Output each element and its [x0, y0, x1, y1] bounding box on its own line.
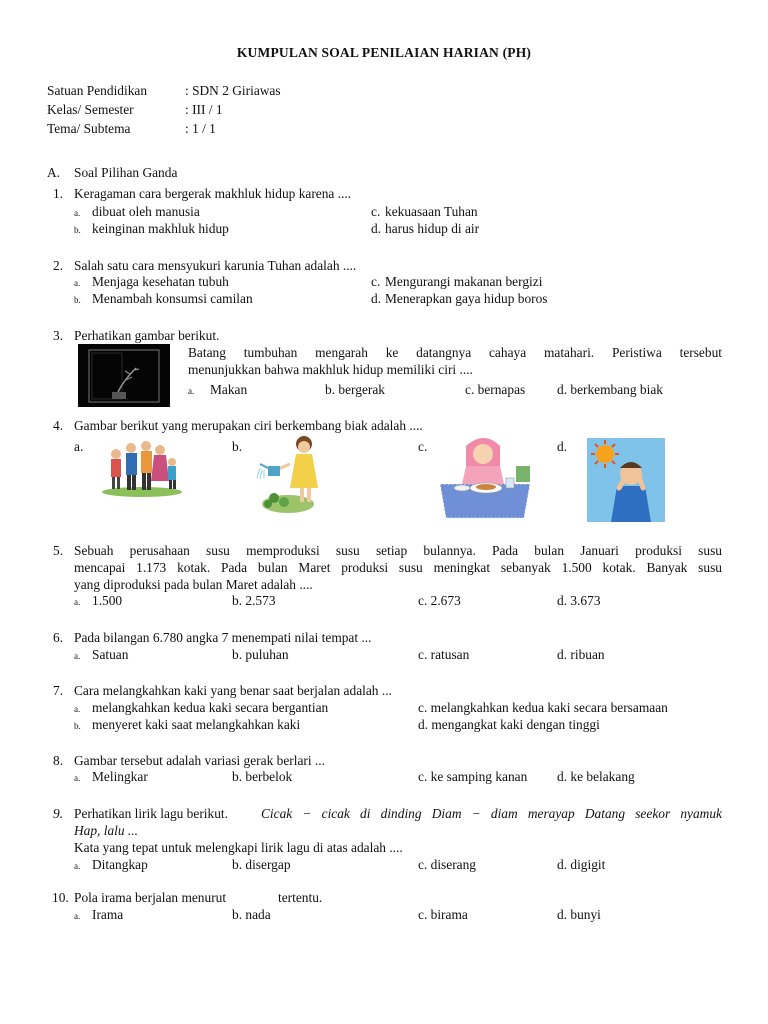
option-a: dibuat oleh manusia	[92, 204, 200, 219]
option-d: Menerapkan gaya hidup boros	[385, 291, 548, 306]
option-c: c. melangkahkan kedua kaki secara bersamaan	[418, 700, 668, 715]
option-a: Melingkar	[92, 769, 148, 784]
boy-under-sun-image	[587, 438, 665, 522]
option-b: b. nada	[232, 907, 271, 922]
option-c: c. birama	[418, 907, 468, 922]
option-c: c. ratusan	[418, 647, 470, 662]
option-marker: b.	[74, 721, 81, 731]
question-number: 6.	[53, 630, 64, 645]
option-marker: a.	[74, 704, 81, 714]
option-b: b. disergap	[232, 857, 291, 872]
option-a: Irama	[92, 907, 124, 922]
question-text-line: Sebuah perusahaan susu memproduksi susu setiap bulannya. Pada bulan Januari produksi susu	[74, 543, 722, 558]
option-marker: b.	[74, 225, 81, 235]
option-marker: a.	[74, 597, 81, 607]
option-d: d. digigit	[557, 857, 606, 872]
question-number: 3.	[53, 328, 64, 343]
question-number: 2.	[53, 258, 64, 273]
identity-label: Tema/ Subtema	[47, 121, 131, 136]
page-title: KUMPULAN SOAL PENILAIAN HARIAN (PH)	[236, 45, 532, 60]
question-text: Pada bilangan 6.780 angka 7 menempati nilai tempat ...	[74, 630, 372, 645]
option-marker: a.	[188, 386, 195, 396]
option-d: d. 3.673	[557, 593, 601, 608]
option-d: d. ribuan	[557, 647, 605, 662]
option-b: b. puluhan	[232, 647, 289, 662]
question-text-line: mencapai 1.173 kotak. Pada bulan Maret produksi susu meningkat sebanyak 1.500 kotak. Banyak susu	[74, 560, 722, 575]
option-b: b. bergerak	[325, 382, 385, 397]
question-text-line: yang diproduksi pada bulan Maret adalah ....	[74, 577, 313, 592]
option-marker: a.	[74, 208, 81, 218]
question-number: 5.	[53, 543, 64, 558]
option-marker: a.	[74, 651, 81, 661]
option-a: Makan	[210, 382, 248, 397]
song-lyric-line: Hap, lalu ...	[74, 823, 138, 838]
option-b: b. 2.573	[232, 593, 276, 608]
identity-label: Satuan Pendidikan	[47, 83, 148, 98]
option-c: c. ke samping kanan	[418, 769, 528, 784]
question-text: Keragaman cara bergerak makhluk hidup karena ....	[74, 186, 352, 201]
option-d: d.	[557, 439, 568, 454]
option-d: harus hidup di air	[385, 221, 480, 236]
question-text: Salah satu cara mensyukuri karunia Tuhan adalah ....	[74, 258, 357, 273]
question-number: 9.	[53, 806, 64, 821]
question-text: Gambar berikut yang merupakan ciri berkembang biak adalah ....	[74, 418, 423, 433]
question-text-line: Batang tumbuhan mengarah ke datangnya cahaya matahari. Peristiwa tersebut	[188, 345, 722, 360]
option-b: b.	[232, 439, 243, 454]
option-marker: c.	[371, 274, 381, 289]
option-marker: a.	[74, 911, 81, 921]
option-c: c. bernapas	[465, 382, 526, 397]
question-text: Pola irama berjalan menurut	[74, 890, 227, 905]
option-c: c. 2.673	[418, 593, 461, 608]
option-a: Menjaga kesehatan tubuh	[92, 274, 229, 289]
option-marker: c.	[371, 204, 381, 219]
option-d: d. mengangkat kaki dengan tinggi	[418, 717, 600, 732]
section-letter: A.	[47, 165, 61, 180]
option-marker: a.	[74, 773, 81, 783]
question-number: 8.	[53, 753, 64, 768]
option-marker: d.	[371, 291, 382, 306]
section-title: Soal Pilihan Ganda	[74, 165, 178, 180]
question-text-line: menunjukkan bahwa makhluk hidup memiliki ciri ....	[188, 362, 473, 377]
family-image	[100, 436, 184, 498]
question-number: 10.	[52, 890, 69, 905]
option-a: Satuan	[92, 647, 129, 662]
option-c: kekuasaan Tuhan	[385, 204, 478, 219]
option-d: d. berkembang biak	[557, 382, 663, 397]
song-lyric-line: Cicak − cicak di dinding Diam − diam merayap Datang seekor nyamuk	[261, 806, 722, 821]
option-b: b. berbelok	[232, 769, 293, 784]
option-marker: a.	[74, 861, 81, 871]
question-text-line: Kata yang tepat untuk melengkapi lirik lagu di atas adalah ....	[74, 840, 403, 855]
option-d: d. bunyi	[557, 907, 601, 922]
question-text: tertentu.	[278, 890, 323, 905]
option-d: d. ke belakang	[557, 769, 635, 784]
option-b: keinginan makhluk hidup	[92, 221, 229, 236]
option-c: c.	[418, 439, 428, 454]
question-text: Cara melangkahkan kaki yang benar saat berjalan adalah ...	[74, 683, 392, 698]
plant-in-dark-box-image	[78, 344, 170, 407]
identity-label: Kelas/ Semester	[47, 102, 134, 117]
option-c: Mengurangi makanan bergizi	[385, 274, 543, 289]
option-a: a.	[74, 439, 84, 454]
option-b: menyeret kaki saat melangkahkan kaki	[92, 717, 301, 732]
girl-watering-plants-image	[254, 434, 328, 516]
option-a: 1.500	[92, 593, 123, 608]
question-number: 4.	[53, 418, 64, 433]
question-text: Perhatikan gambar berikut.	[74, 328, 220, 343]
identity-value: : SDN 2 Giriawas	[185, 83, 281, 98]
question-number: 1.	[53, 186, 64, 201]
question-text: Perhatikan lirik lagu berikut.	[74, 806, 228, 821]
option-a: Ditangkap	[92, 857, 148, 872]
identity-value: : 1 / 1	[185, 121, 216, 136]
option-marker: b.	[74, 295, 81, 305]
girl-eating-image	[436, 432, 534, 521]
option-marker: d.	[371, 221, 382, 236]
option-b: Menambah konsumsi camilan	[92, 291, 253, 306]
question-number: 7.	[53, 683, 64, 698]
option-c: c. diserang	[418, 857, 477, 872]
option-marker: a.	[74, 278, 81, 288]
question-text: Gambar tersebut adalah variasi gerak berlari ...	[74, 753, 325, 768]
identity-value: : III / 1	[185, 102, 223, 117]
option-a: melangkahkan kedua kaki secara bergantian	[92, 700, 329, 715]
